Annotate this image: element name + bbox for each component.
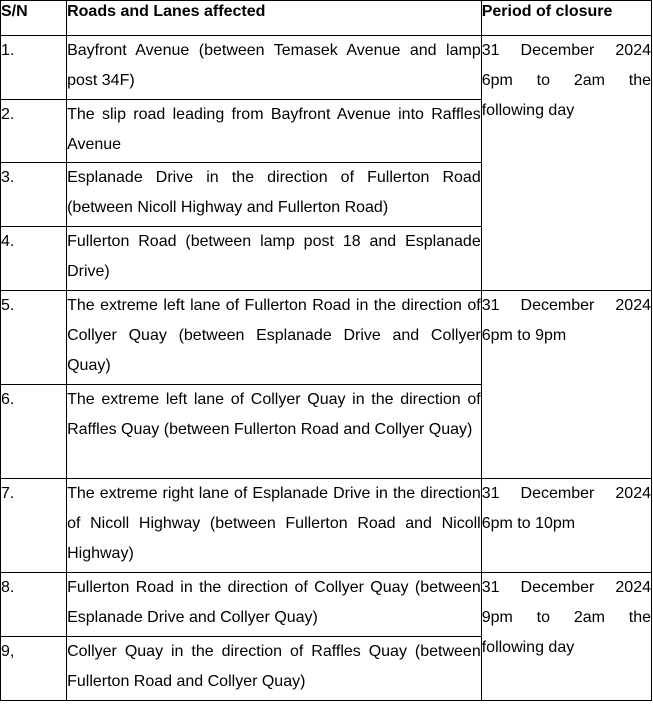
row-road: Esplanade Drive in the direction of Fullerton Road (between Nicoll Highway and Fullerton Road) <box>67 163 482 227</box>
row-period: 31 December 2024 9pm to 2am the following day <box>481 573 651 701</box>
row-period: 31 December 2024 6pm to 2am the following day <box>481 36 651 291</box>
row-road: The extreme right lane of Esplanade Drive in the direction of Nicoll Highway (between Fullerton Road and Nicoll Highway) <box>67 479 482 573</box>
row-sn: 9, <box>1 637 67 701</box>
row-sn: 8. <box>1 573 67 637</box>
row-sn: 1. <box>1 36 67 100</box>
header-period: Period of closure <box>481 1 651 36</box>
row-road: Fullerton Road in the direction of Collyer Quay (between Esplanade Drive and Collyer Quay) <box>67 573 482 637</box>
header-roads: Roads and Lanes affected <box>67 1 482 36</box>
row-period: 31 December 2024 6pm to 10pm <box>481 479 651 573</box>
table-row <box>1 573 652 637</box>
table-row <box>1 291 652 385</box>
row-road: The slip road leading from Bayfront Avenue into Raffles Avenue <box>67 100 482 163</box>
table-row <box>1 36 652 100</box>
row-period: 31 December 2024 6pm to 9pm <box>481 291 651 479</box>
table-row <box>1 479 652 573</box>
row-sn: 2. <box>1 100 67 163</box>
header-row <box>1 1 652 36</box>
row-road: The extreme left lane of Fullerton Road in the direction of Collyer Quay (between Esplanade Drive and Collyer Quay) <box>67 291 482 385</box>
row-sn: 3. <box>1 163 67 227</box>
row-sn: 7. <box>1 479 67 573</box>
row-road: Fullerton Road (between lamp post 18 and Esplanade Drive) <box>67 227 482 291</box>
row-road: Collyer Quay in the direction of Raffles Quay (between Fullerton Road and Collyer Quay) <box>67 637 482 701</box>
row-road: Bayfront Avenue (between Temasek Avenue and lamp post 34F) <box>67 36 482 100</box>
row-sn: 6. <box>1 385 67 479</box>
row-sn: 4. <box>1 227 67 291</box>
header-sn: S/N <box>1 1 67 36</box>
row-road: The extreme left lane of Collyer Quay in the direction of Raffles Quay (between Fullerton Road and Collyer Quay) <box>67 385 482 479</box>
row-sn: 5. <box>1 291 67 385</box>
